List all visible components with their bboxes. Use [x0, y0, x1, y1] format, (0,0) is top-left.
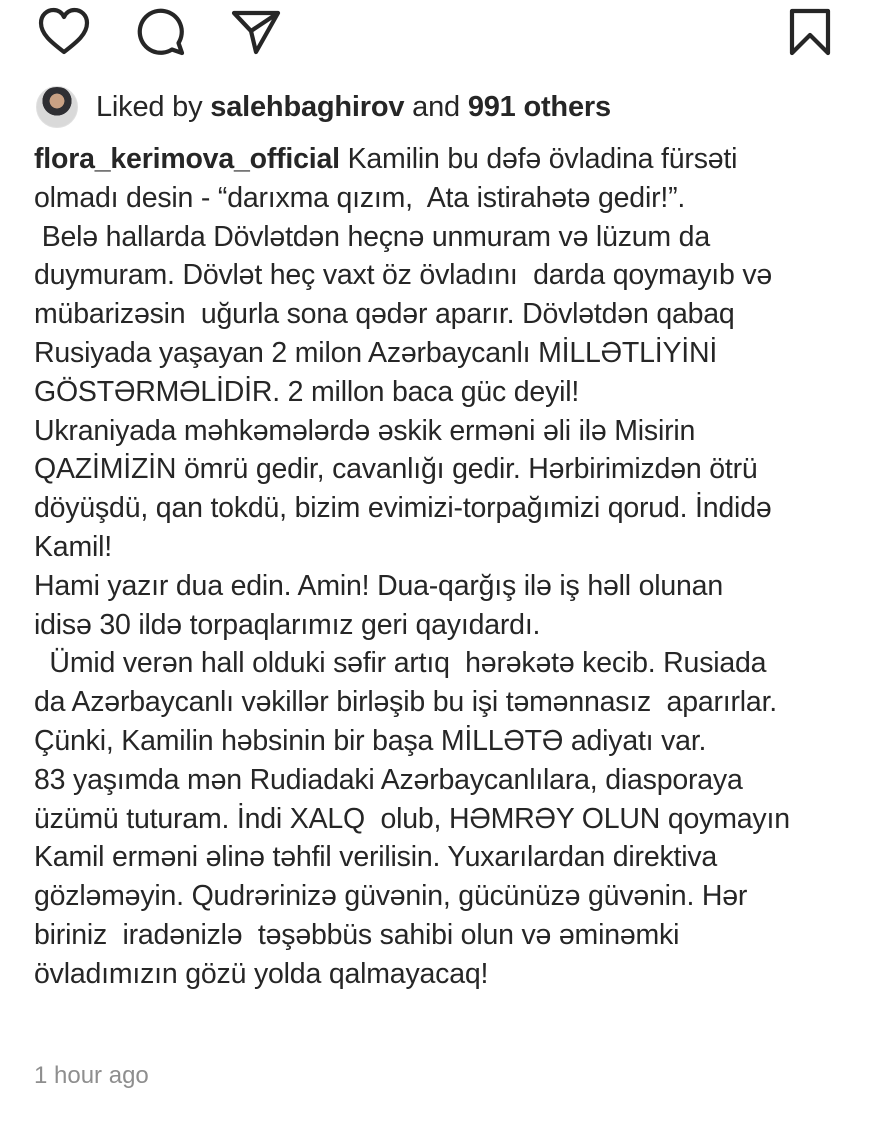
caption-line: Belə hallarda Dövlətdən heçnə unmuram və lüzum da — [34, 220, 710, 253]
caption-line: 83 yaşımda mən Rudiadaki Azərbaycanlılara, diasporaya — [34, 763, 743, 796]
caption-line: Çünki, Kamilin həbsinin bir başa MİLLƏTƏ adiyatı var. — [34, 724, 707, 757]
heart-outline-icon — [37, 5, 91, 59]
caption-line: da Azərbaycanlı vəkillər birləşib bu işi təmənnasız aparırlar. — [34, 686, 778, 719]
share-button[interactable] — [228, 4, 284, 60]
caption-line: flora_kerimova_official Kamilin bu dəfə övladina fürsəti — [34, 143, 738, 175]
save-button[interactable] — [782, 4, 838, 60]
likes-count[interactable]: 991 others — [467, 90, 611, 123]
likes-summary — [36, 84, 611, 130]
caption-line: olmadı desin - “darıxma qızım, Ata istirahətə gedir!”. — [34, 181, 686, 214]
paper-plane-icon — [229, 5, 283, 59]
caption-line: Kamil erməni əlinə təhfil verilisin. Yuxarılardan direktiva — [34, 841, 718, 874]
caption-line: döyüşdü, qan tokdü, bizim evimizi-torpağımizi qorud. İndidə — [34, 492, 772, 525]
caption-line: gözləməyin. Qudrərinizə güvənin, gücünüzə güvənin. Hər — [34, 880, 748, 913]
caption-line: idisə 30 ildə torpaqlarımız geri qayıdardı. — [34, 608, 541, 641]
comment-button[interactable] — [132, 4, 188, 60]
action-bar — [0, 0, 872, 64]
avatar[interactable] — [36, 86, 78, 128]
caption-line: biriniz iradənizlə təşəbbüs sahibi olun və əminəmki — [34, 918, 680, 951]
bookmark-icon — [783, 5, 837, 59]
post-timestamp[interactable]: 1 hour ago — [34, 1062, 149, 1089]
caption-line: QAZİMİZİN ömrü gedir, cavanlığı gedir. Hərbirimizdən ötrü — [34, 453, 758, 486]
caption-line: Ukraniyada məhkəmələrdə əskik erməni əli ilə Misirin — [34, 414, 696, 447]
speech-bubble-icon — [133, 5, 187, 59]
likes-middle: and — [412, 90, 460, 123]
caption-line: Rusiyada yaşayan 2 milon Azərbaycanlı MİLLƏTLİYİNİ — [34, 336, 718, 369]
liked-by-username[interactable]: salehbaghirov — [210, 90, 405, 123]
caption-line: duymuram. Dövlət heç vaxt öz övladını darda qoymayıb və — [34, 259, 773, 292]
caption-line: mübarizəsin uğurla sona qədər aparır. Dövlətdən qabaq — [34, 298, 735, 331]
like-button[interactable] — [36, 4, 92, 60]
likes-text[interactable] — [96, 91, 611, 124]
caption-line: Hami yazır dua edin. Amin! Dua-qarğış ilə iş həll olunan — [34, 569, 723, 602]
likes-prefix: Liked by — [96, 90, 203, 123]
caption-username[interactable]: flora_kerimova_official — [34, 143, 340, 175]
caption-line: GÖSTƏRMƏLİDİR. 2 millon baca güc deyil! — [34, 375, 580, 408]
caption-line: Kamil! — [34, 530, 112, 563]
caption-line: üzümü tuturam. İndi XALQ olub, HƏMRƏY OLUN qoymayın — [34, 802, 790, 835]
post-caption — [34, 140, 854, 994]
caption-line: Ümid verən hall olduki səfir artıq hərəkətə kecib. Rusiada — [34, 647, 767, 680]
caption-line: övladımızın gözü yolda qalmayacaq! — [34, 957, 489, 990]
